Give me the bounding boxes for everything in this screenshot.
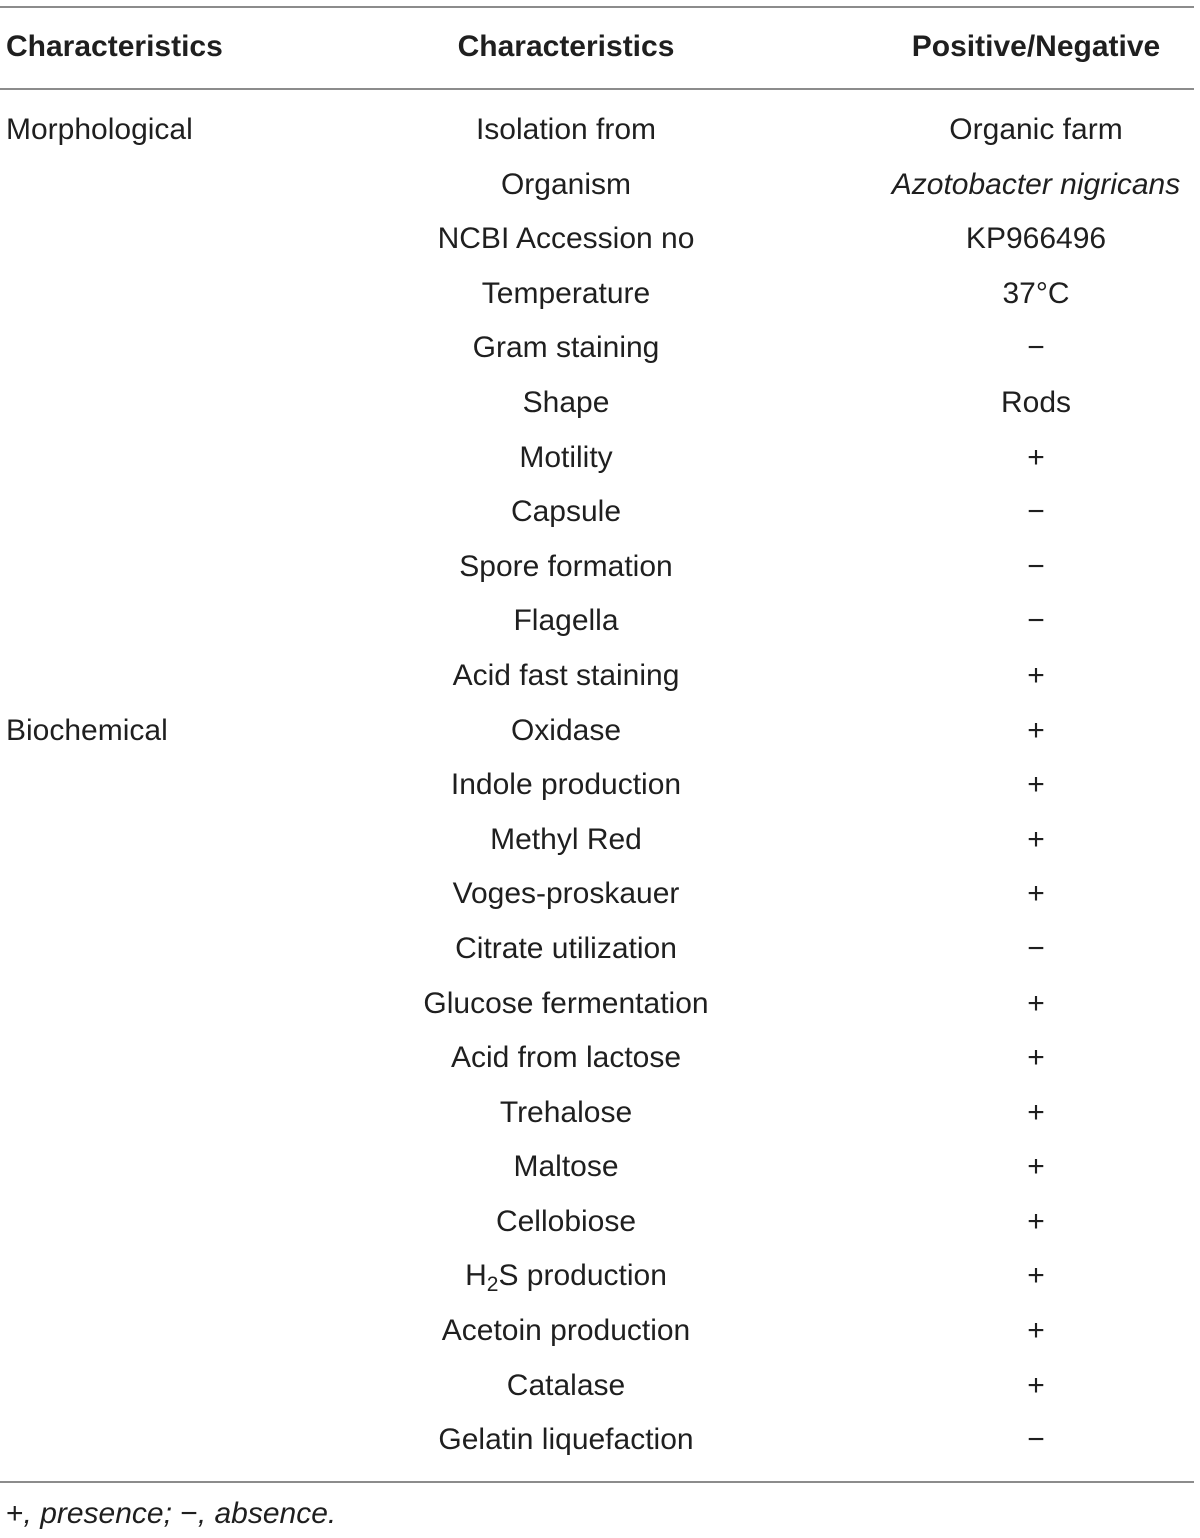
row-result: + bbox=[1027, 877, 1045, 911]
row-result: Organic farm bbox=[949, 113, 1123, 146]
table-row bbox=[0, 758, 1200, 813]
row-test-name: Maltose bbox=[513, 1150, 619, 1184]
table-row bbox=[0, 321, 1200, 376]
row-result: + bbox=[1027, 768, 1045, 802]
row-test-name: Temperature bbox=[481, 276, 651, 310]
footnote-plus-symbol: + bbox=[6, 1497, 24, 1530]
row-test-name: Glucose fermentation bbox=[423, 986, 709, 1020]
row-result: − bbox=[1027, 931, 1045, 965]
row-result: + bbox=[1027, 986, 1045, 1020]
table-row bbox=[0, 649, 1200, 704]
row-test-name: Methyl Red bbox=[490, 822, 642, 856]
row-result: − bbox=[1027, 331, 1045, 365]
table-footnote bbox=[6, 1492, 336, 1536]
table-row bbox=[0, 212, 1200, 267]
table-row bbox=[0, 813, 1200, 868]
row-result: + bbox=[1027, 1204, 1045, 1238]
row-result: Azotobacter nigricans bbox=[891, 167, 1181, 201]
row-result: 37°C bbox=[1002, 276, 1070, 310]
table-row bbox=[0, 1304, 1200, 1359]
row-test-name: Acid from lactose bbox=[450, 1041, 682, 1075]
row-result: Rods bbox=[1000, 385, 1072, 419]
test-name-subscript: 2 bbox=[486, 1273, 499, 1297]
table-row bbox=[0, 485, 1200, 540]
row-result: + bbox=[1027, 1041, 1045, 1075]
table-header bbox=[0, 22, 1200, 72]
row-category: Morphological bbox=[6, 113, 193, 146]
test-name-text: H bbox=[465, 1259, 487, 1293]
footnote-minus-symbol: − bbox=[180, 1497, 198, 1530]
row-test-name: Acetoin production bbox=[441, 1314, 691, 1348]
row-result: − bbox=[1027, 549, 1045, 583]
row-result: KP966496 bbox=[965, 222, 1107, 256]
row-test-name: Gram staining bbox=[472, 331, 660, 365]
row-category: Biochemical bbox=[6, 713, 168, 747]
table-row bbox=[0, 267, 1200, 322]
test-name-suffix: S production bbox=[498, 1259, 667, 1293]
row-test-name: Organism bbox=[500, 167, 632, 201]
table-top-rule bbox=[0, 6, 1194, 8]
table-row bbox=[0, 594, 1200, 649]
row-test-name: Catalase bbox=[506, 1368, 626, 1402]
row-test-name: Spore formation bbox=[459, 549, 673, 583]
row-test-name: Indole production bbox=[450, 768, 682, 802]
row-result: + bbox=[1027, 713, 1045, 747]
table-row bbox=[0, 867, 1200, 922]
table-row bbox=[0, 1359, 1200, 1414]
row-test-name: Trehalose bbox=[499, 1095, 633, 1129]
row-test-name: Capsule bbox=[510, 495, 622, 529]
row-test-name: Oxidase bbox=[510, 713, 622, 747]
row-test-name: Isolation from bbox=[475, 113, 657, 146]
header-characteristics-test: Characteristics bbox=[457, 30, 675, 63]
table-row bbox=[0, 1140, 1200, 1195]
row-test-name: Citrate utilization bbox=[455, 931, 677, 965]
row-test-name: Flagella bbox=[513, 604, 619, 638]
footnote-minus-text: , absence. bbox=[197, 1497, 337, 1530]
row-result: − bbox=[1027, 495, 1045, 529]
table-row bbox=[0, 1195, 1200, 1250]
table-row bbox=[0, 540, 1200, 595]
table-row bbox=[0, 1031, 1200, 1086]
row-result: + bbox=[1027, 822, 1045, 856]
footnote-plus-text: , presence; bbox=[23, 1497, 181, 1530]
row-result: + bbox=[1027, 1095, 1045, 1129]
row-result: + bbox=[1027, 1368, 1045, 1402]
row-result: + bbox=[1027, 1259, 1045, 1293]
table-row bbox=[0, 103, 1200, 158]
table-row bbox=[0, 977, 1200, 1032]
row-test-name bbox=[465, 1249, 667, 1303]
row-test-name: Gelatin liquefaction bbox=[438, 1423, 694, 1457]
row-test-name: Cellobiose bbox=[495, 1204, 637, 1238]
table-row bbox=[0, 431, 1200, 486]
row-result: − bbox=[1027, 604, 1045, 638]
table-row bbox=[0, 376, 1200, 431]
table-row bbox=[0, 1413, 1200, 1468]
table-row bbox=[0, 704, 1200, 759]
row-result: + bbox=[1027, 1314, 1045, 1348]
row-result: + bbox=[1027, 1150, 1045, 1184]
table-bottom-rule bbox=[0, 1481, 1194, 1483]
row-result: − bbox=[1027, 1423, 1045, 1457]
table-body bbox=[0, 103, 1200, 1468]
table-row bbox=[0, 1249, 1200, 1304]
row-test-name: Voges-proskauer bbox=[452, 877, 680, 911]
row-test-name: Shape bbox=[522, 385, 610, 419]
row-test-name: NCBI Accession no bbox=[437, 222, 695, 256]
table-header-rule bbox=[0, 88, 1194, 90]
row-test-name: Motility bbox=[519, 440, 613, 474]
row-test-name: Acid fast staining bbox=[452, 658, 680, 692]
row-result: + bbox=[1027, 658, 1045, 692]
table-row bbox=[0, 158, 1200, 213]
header-characteristics-category: Characteristics bbox=[6, 30, 223, 63]
header-positive-negative: Positive/Negative bbox=[911, 30, 1161, 63]
row-result: + bbox=[1027, 440, 1045, 474]
table-row bbox=[0, 1086, 1200, 1141]
table-row bbox=[0, 922, 1200, 977]
